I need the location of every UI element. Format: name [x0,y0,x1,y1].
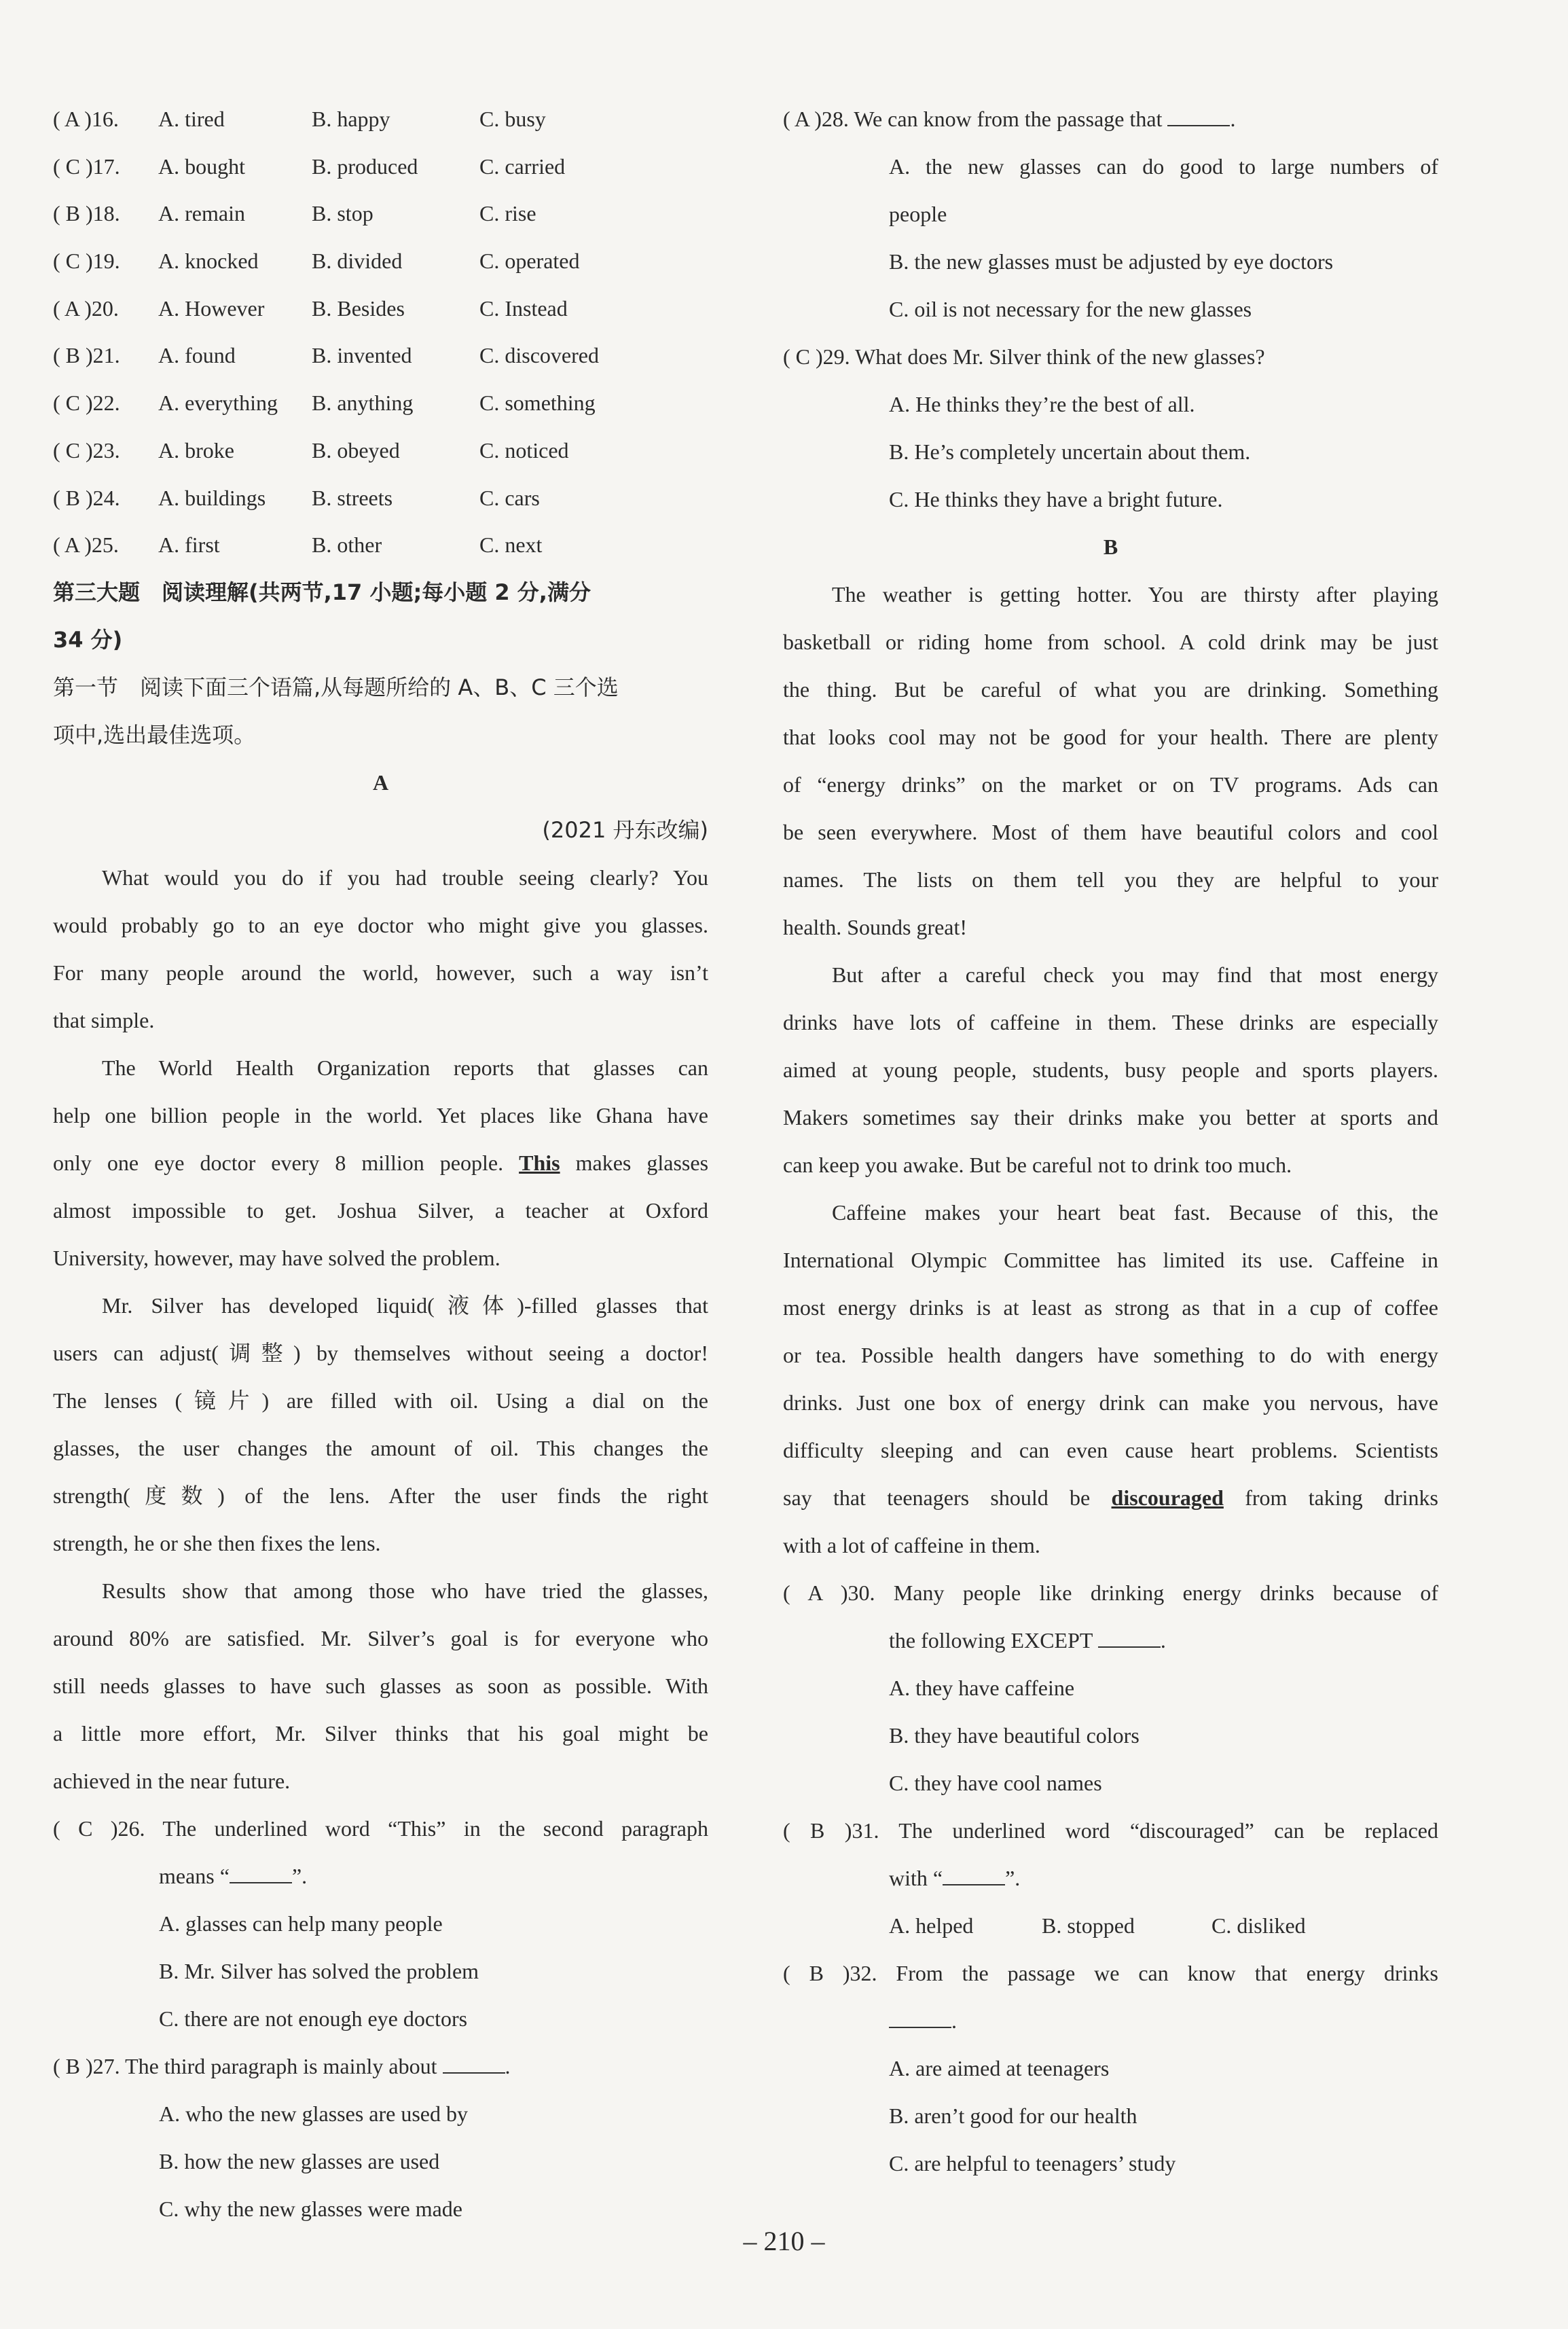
question-27: ( B )27. The third paragraph is mainly about . A. who the new glasses are used by B. how the new glasses are used C. why the new glasses were made [53,2042,708,2233]
answer-blank [443,2055,505,2074]
option-b: B. invented [312,343,412,368]
question-number: ( C )23. [53,437,120,463]
option-c: C. next [479,532,543,558]
option-b: B. they have beautiful colors [889,1723,1139,1748]
option-c: C. carried [479,154,566,179]
passage-a-paragraph-1: What would you do if you had trouble seeing clearly? You would probably go to an eye doctor who might give you glasses. For many people around the world, however, such a way isn’t that simple. [53,865,708,1032]
option-c: C. there are not enough eye doctors [159,2006,468,2031]
cloze-answer-row [53,427,708,474]
question-number: ( C )22. [53,391,120,416]
cloze-answer-row [53,237,708,285]
option-a: A. buildings [158,485,266,510]
right-column [783,95,1438,2187]
option-a: A. who the new glasses are used by [159,2101,468,2126]
question-30: ( A )30. Many people like drinking energy drinks because of the following EXCEPT . A. they have caffeine B. they have beautiful colors C. they have cool names [783,1569,1438,1807]
section-instruction: 第一节 阅读下面三个语篇,从每题所给的 A、B、C 三个选 [53,674,619,700]
question-number: ( A )25. [53,532,119,558]
option-b: B. stopped [1042,1913,1135,1938]
option-a: A. bought [158,154,245,179]
page-number: – 210 – [743,2226,825,2256]
option-a: A. helped [889,1913,974,1938]
option-c: C. something [479,391,596,416]
option-a: A. first [158,532,220,558]
left-column [53,95,708,2233]
passage-a-paragraph-4: Results show that among those who have tried the glasses, around 80% are satisfied. Mr. Silver’s goal is for everyone who still needs glasses to have such glasses as soon as possible. With a little more effort, Mr. Silver thinks that his goal might be achieved in the near future. [53,1578,708,1793]
option-a: A. However [158,295,265,321]
cloze-answer-row [53,189,708,237]
option-c: C. discovered [479,343,599,368]
cloze-answer-list [53,95,708,568]
question-number: ( A )16. [53,107,119,131]
question-32: ( B )32. From the passage we can know that energy drinks . A. are aimed at teenagers B. aren’t good for our health C. are helpful to teenagers’ study [783,1949,1438,2187]
question-29: ( C )29. What does Mr. Silver think of the new glasses? A. He thinks they’re the best of all. B. He’s completely uncertain about them. C. He thinks they have a bright future. [783,333,1438,523]
option-c: C. they have cool names [889,1771,1102,1795]
option-a: A. broke [158,437,234,463]
cloze-answer-row [53,521,708,568]
option-b: B. streets [312,485,393,510]
option-c: C. He thinks they have a bright future. [889,487,1223,511]
option-b: B. anything [312,391,414,416]
option-a: A. He thinks they’re the best of all. [889,392,1195,416]
option-c: C. cars [479,485,540,510]
question-26: ( C )26. The underlined word “This” in the second paragraph means “ ”. A. glasses can help many people B. Mr. Silver has solved the problem C. there are not enough eye doctors [53,1805,708,2042]
option-b: B. other [312,532,382,558]
option-c: C. rise [479,201,536,226]
answer-blank [889,2009,951,2028]
option-b: B. how the new glasses are used [159,2148,440,2173]
passage-b-paragraph-1: The weather is getting hotter. You are thirsty after playing basketball or riding home from school. A cold drink may be just the thing. But be careful of what you are drinking. Something that looks cool may not be good for your health. There are plenty of “energy drinks” on the market or on TV programs. Ads can be seen everywhere. Most of them have beautiful colors and cool names. The lists on them tell you they are helpful to your health. Sounds great! [783,582,1438,939]
option-b: B. the new glasses must be adjusted by eye doctors [889,249,1334,274]
question-number: ( A )20. [53,295,119,321]
cloze-answer-row [53,95,708,143]
option-b: B. obeyed [312,437,400,463]
passage-b-paragraph-3: Caffeine makes your heart beat fast. Because of this, the International Olympic Committee has limited its use. Caffeine in most energy drinks is at least as strong as that in a cup of coffee or tea. Possible health dangers have something to do with energy drinks. Just one box of energy drink can make you nervous, have difficulty sleeping and can even cause heart problems. Scientists say that teenagers should be discouraged from taking drinks with a lot of caffeine in them. [783,1200,1439,1557]
question-28: ( A )28. We can know from the passage that . A. the new glasses can do good to large numbers of people B. the new glasses must be adjusted by eye doctors C. oil is not necessary for the new glasses [783,95,1438,333]
passage-a-paragraph-2: The World Health Organization reports that glasses can help one billion people in the world. Yet places like Ghana have only one eye doctor every 8 million people. This makes glasses almost impossible to get. Joshua Silver, a teacher at Oxford University, however, may have solved the problem. [53,1055,709,1270]
option-a: A. tired [158,107,225,131]
option-b: B. stop [312,201,373,226]
option-b: B. divided [312,249,403,274]
option-b: B. aren’t good for our health [889,2104,1137,2128]
question-31: ( B )31. The underlined word “discouraged” can be replaced with “ ”. A. helped B. stopped C. disliked [783,1807,1438,1949]
option-a: A. found [158,343,236,368]
option-c: C. why the new glasses were made [159,2196,462,2221]
answer-blank [1167,107,1230,126]
section-title-cont: 34 分) [53,626,123,653]
cloze-answer-row [53,285,708,332]
section-title: 第三大题 阅读理解(共两节,17 小题;每小题 2 分,满分 [53,579,591,605]
option-c: C. oil is not necessary for the new glasses [889,297,1252,321]
option-a: A. knocked [158,249,259,274]
passage-a-paragraph-3: Mr. Silver has developed liquid(液体)-filled glasses that users can adjust(调整) by themselves without seeing a doctor! The lenses (镜片) are filled with oil. Using a dial on the glasses, the user changes the amount of oil. This changes the strength(度数) of the lens. After the user finds the right strength, he or she then fixes the lens. [53,1293,708,1555]
cloze-answer-row [53,331,708,379]
question-number: ( B )21. [53,343,120,368]
cloze-answer-row [53,143,708,190]
passage-a-label: A [372,770,389,795]
option-b: B. Besides [312,295,405,321]
option-b: B. He’s completely uncertain about them. [889,439,1251,464]
underlined-word-discouraged: discouraged [1111,1485,1224,1510]
option-a: A. are aimed at teenagers [889,2056,1110,2080]
option-c: C. operated [479,249,580,274]
question-number: ( B )24. [53,485,120,510]
option-c: C. disliked [1211,1913,1306,1938]
option-b: B. produced [312,154,418,179]
option-c: C. Instead [479,295,568,321]
option-a: A. remain [158,201,245,226]
question-number: ( B )18. [53,201,120,226]
section-instruction-cont: 项中,选出最佳选项。 [53,721,256,748]
question-number: ( C )19. [53,249,120,274]
option-a: A. everything [158,391,278,416]
option-b: B. happy [312,107,390,131]
option-b: B. Mr. Silver has solved the problem [159,1958,479,1983]
question-number: ( C )17. [53,154,120,179]
option-a: A. glasses can help many people [159,1911,443,1936]
answer-blank [943,1866,1005,1885]
option-c: C. noticed [479,437,569,463]
cloze-answer-row [53,379,708,427]
answer-blank [230,1864,292,1883]
option-c: C. are helpful to teenagers’ study [889,2151,1176,2175]
underlined-word-this: This [519,1150,560,1175]
option-c: C. busy [479,107,546,131]
option-a: A. the new glasses can do good to large numbers of [889,154,1438,179]
passage-b-paragraph-2: But after a careful check you may find that most energy drinks have lots of caffeine in them. These drinks are especially aimed at young people, students, busy people and sports players. Makers sometimes say their drinks make you better at sports and can keep you awake. But be careful not to drink too much. [783,962,1438,1177]
passage-b-label: B [1103,535,1118,559]
answer-blank [1098,1629,1161,1648]
passage-a-source: (2021 丹东改编) [542,816,708,843]
cloze-answer-row [53,474,708,522]
option-a: A. they have caffeine [889,1676,1075,1700]
